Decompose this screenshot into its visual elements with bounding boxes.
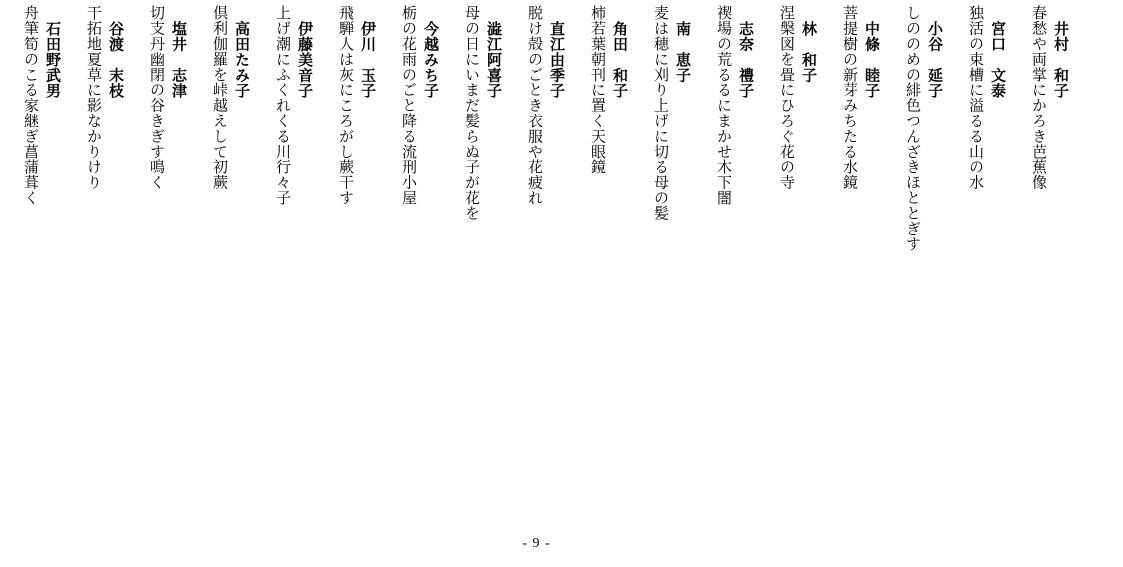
haiku-text: 脱け殻のごとき衣服や花疲れ [526,5,544,206]
author-name: 南 恵子 [674,21,692,83]
author-name: 井村 和子 [1052,21,1070,98]
author-name: 高田たみ子 [233,21,251,98]
author-name: 林 和子 [800,21,818,83]
haiku-text: 栃の花雨のごと降る流刑小屋 [400,5,418,206]
haiku-text: 切支丹幽閉の谷きぎす鳴く [148,5,166,190]
author-name: 澁江阿喜子 [485,21,503,98]
author-name: 今越みち子 [422,21,440,98]
haiku-text: 母の日にいまだ髪らぬ子が花を [463,5,481,221]
author-name: 中條 睦子 [863,21,881,98]
haiku-text: 舟筆筍のこる家継ぎ菖蒲葺く [22,5,40,206]
author-name: 直江由季子 [548,21,566,98]
haiku-text: 干拓地夏草に影なかりけり [85,5,103,190]
author-name: 谷渡 末枝 [107,21,125,98]
haiku-text: 禊場の荒るるにまかせ木下闇 [715,5,733,206]
author-name: 石田野武男 [44,21,62,98]
haiku-text: 上げ潮にふくれくる川行々子 [274,5,292,206]
haiku-text: 麦は穂に刈り上げに切る母の髪 [652,5,670,221]
author-name: 伊藤美音子 [296,21,314,98]
haiku-text: 独活の束槽に溢るる山の水 [967,5,985,190]
haiku-text: しののめの緋色つんざきほととぎす [904,5,922,252]
author-name: 志奈 禮子 [737,21,755,98]
author-name: 角田 和子 [611,21,629,98]
author-name: 塩井 志津 [170,21,188,98]
haiku-text: 涅槃図を畳にひろぐ花の寺 [778,5,796,190]
author-name: 小谷 延子 [926,21,944,98]
page-number: - 9 - [522,536,551,551]
haiku-text: 柿若葉朝刊に置く天眼鏡 [589,5,607,175]
author-name: 宮口 文泰 [989,21,1007,98]
haiku-text: 春愁や両掌にかろき芭蕉像 [1030,5,1048,190]
haiku-text: 飛騨人は灰にころがし蕨干す [337,5,355,206]
haiku-text: 菩提樹の新芽みちたる水鏡 [841,5,859,190]
author-name: 伊川 玉子 [359,21,377,98]
haiku-text: 倶利伽羅を峠越えして初蕨 [211,5,229,190]
